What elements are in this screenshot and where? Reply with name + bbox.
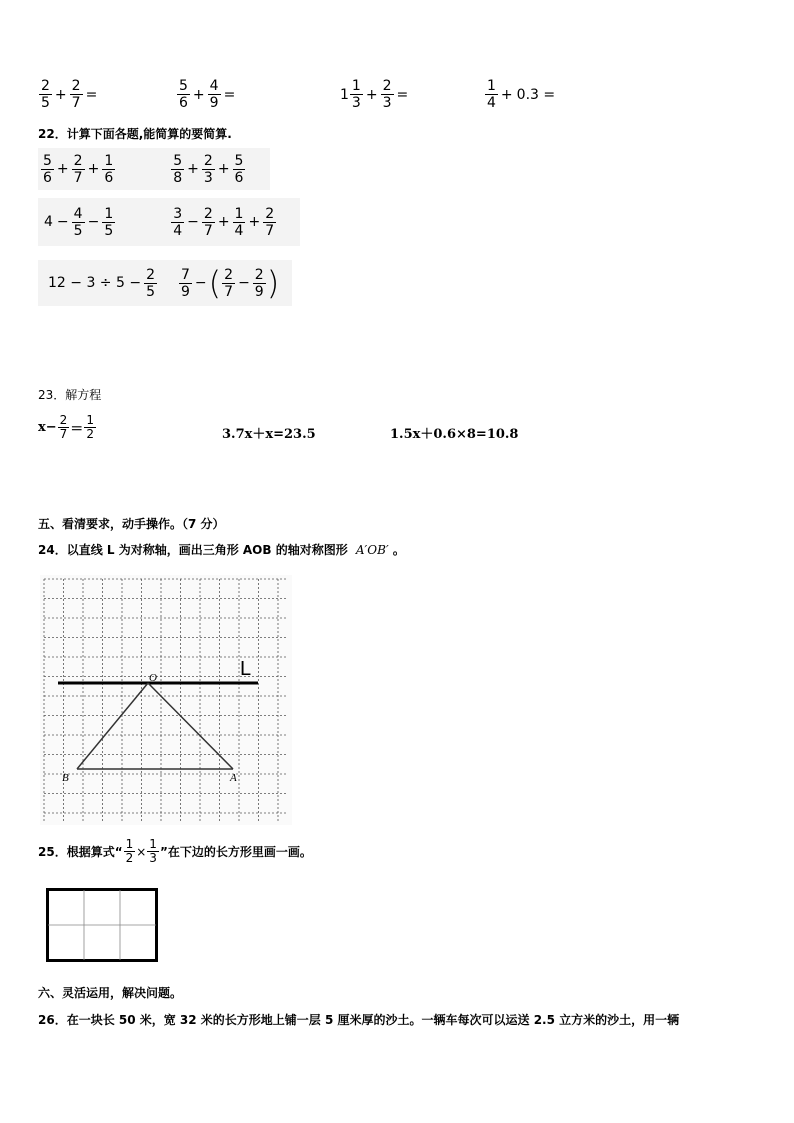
fraction: $\frac{4}{9}$ (209, 78, 219, 111)
label-A: A (230, 772, 237, 784)
fraction: $\frac{7}{9}$ (181, 266, 190, 300)
fraction: $\frac{2}{7}$ (203, 205, 213, 239)
expr-3: 4 − $\frac{4}{5}$ − $\frac{1}{5}$ (44, 205, 114, 239)
q22-expressions-row1 (38, 148, 270, 190)
calc-row1-item1: $\frac{2}{5}$ + $\frac{2}{7}$ = (41, 78, 98, 111)
fraction: $\frac{2}{9}$ (254, 266, 264, 300)
q22-expressions-row2 (38, 198, 300, 246)
fraction: $\frac{2}{3}$ (382, 78, 392, 111)
fraction: $\frac{2}{7}$ (265, 205, 275, 239)
expr-4: $\frac{3}{4}$ − $\frac{2}{7}$ + $\frac{1}{4}$ + $\frac{2}{7}$ (173, 205, 275, 239)
fraction: $\frac{2}{7}$ (224, 266, 234, 300)
question-25-text: 25．根据算式“ $\frac{1}{2}$ × $\frac{1}{3}$ ”在下边的长方形里画一画。 (38, 837, 312, 865)
fraction: $\frac{1}{3}$ (351, 78, 361, 111)
calc-row1-item3: 1 $\frac{1}{3}$ + $\frac{2}{3}$ = (340, 78, 409, 111)
equation-1: x− $\frac{2}{7}$ ＝ $\frac{1}{2}$ (38, 413, 94, 441)
fraction: $\frac{2}{5}$ (41, 78, 50, 111)
equation-3: 1.5x＋0.6×8=10.8 (390, 427, 519, 442)
question-24-text: 24．以直线 L 为对称轴，画出三角形 AOB 的轴对称图形 A′OB′ 。 (38, 543, 405, 557)
question-22-title: 22．计算下面各题,能简算的要简算. (38, 127, 232, 141)
fraction: $\frac{1}{2}$ (86, 413, 94, 441)
question-23-title: 23．解方程 (38, 388, 102, 402)
calc-row1-item4: $\frac{1}{4}$ + 0.3 = (487, 78, 556, 111)
rectangle-drawing-area[interactable] (46, 888, 158, 962)
fraction: $\frac{5}{6}$ (43, 152, 52, 186)
fraction: $\frac{5}{6}$ (179, 78, 188, 111)
fraction: $\frac{5}{6}$ (234, 152, 244, 186)
fraction: $\frac{2}{7}$ (59, 413, 68, 441)
calc-row1-item2: $\frac{5}{6}$ + $\frac{4}{9}$ = (179, 78, 236, 111)
fraction: $\frac{3}{4}$ (173, 205, 183, 239)
label-B: B (62, 772, 69, 784)
section-5-title: 五、看清要求，动手操作。（7 分） (38, 517, 225, 531)
fraction: $\frac{2}{7}$ (71, 78, 81, 111)
fraction: $\frac{1}{6}$ (104, 152, 114, 186)
fraction: $\frac{1}{3}$ (149, 837, 157, 865)
expr-2: $\frac{5}{8}$ + $\frac{2}{3}$ + $\frac{5}{6}$ (173, 152, 244, 186)
question-26-text: 26．在一块长 50 米，宽 32 米的长方形地上铺一层 5 厘米厚的沙土。一辆车每次可以运送 2.5 立方米的沙土，用一辆 (38, 1013, 680, 1027)
section-6-title: 六、灵活运用，解决问题。 (38, 986, 183, 1000)
equation-2: 3.7x＋x=23.5 (222, 427, 316, 442)
label-L: L (240, 658, 252, 680)
grid-figure (40, 575, 292, 825)
fraction: $\frac{1}{4}$ (487, 78, 496, 111)
expr-1: $\frac{5}{6}$ + $\frac{2}{7}$ + $\frac{1}{6}$ (43, 152, 114, 186)
symmetric-figure-name: A′OB′ (355, 543, 389, 557)
q22-expressions-row3 (38, 260, 292, 306)
fraction: $\frac{2}{7}$ (73, 152, 83, 186)
fraction: $\frac{1}{2}$ (125, 837, 134, 865)
expr-6: $\frac{7}{9}$ − ( $\frac{2}{7}$ − $\frac{2}{9}$ ) (181, 264, 280, 302)
label-O: O (149, 672, 157, 684)
fraction: $\frac{1}{5}$ (104, 205, 114, 239)
fraction: $\frac{1}{4}$ (234, 205, 244, 239)
fraction: $\frac{5}{8}$ (173, 152, 183, 186)
fraction: $\frac{2}{3}$ (203, 152, 213, 186)
fraction: $\frac{4}{5}$ (73, 205, 83, 239)
expr-5: 12 − 3 ÷ 5 − $\frac{2}{5}$ (48, 266, 155, 300)
fraction: $\frac{2}{5}$ (146, 266, 155, 300)
